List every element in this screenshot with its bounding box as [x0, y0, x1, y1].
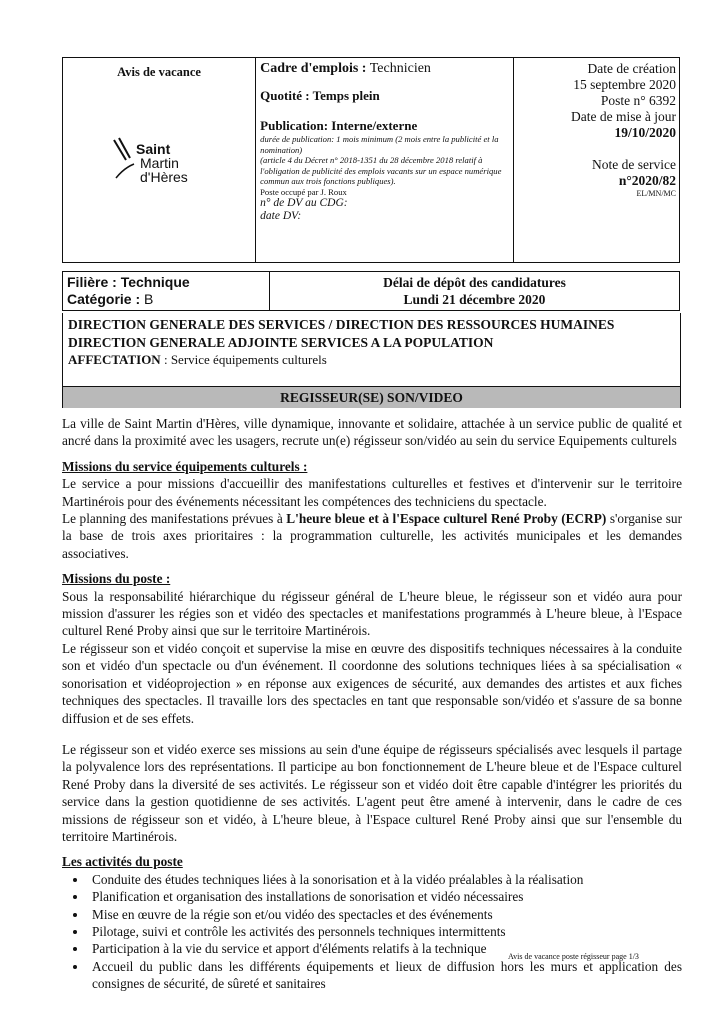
poste-occupe: Poste occupé par J. Roux: [260, 186, 347, 197]
logo-line-2: Martin: [140, 155, 179, 171]
header-table: [62, 57, 680, 263]
delai-title: Délai de dépôt des candidatures: [383, 275, 566, 290]
activite-item: • Mise en œuvre de la régie son et/ou vidéo des spectacles et des événements: [88, 906, 682, 923]
categorie: [67, 291, 265, 308]
date-maj-label: Date de mise à jour: [571, 109, 676, 124]
direction-line-1: DIRECTION GENERALE DES SERVICES / DIRECTION DES RESSOURCES HUMAINES: [68, 317, 615, 332]
date-creation: 15 septembre 2020: [573, 77, 676, 92]
logo-text: [136, 142, 188, 184]
activites-list: [62, 871, 682, 993]
date-dv: date DV:: [260, 210, 302, 222]
logo-line-3: d'Hères: [140, 169, 188, 185]
publication-duration-note: durée de publication: 1 mois minimum (2 mois entre la publicité et la nomination): [260, 134, 499, 155]
affectation-label: AFFECTATION: [68, 352, 161, 367]
cadre-emplois: [260, 61, 509, 77]
missions-service-p2-a: Le planning des manifestations prévues à: [62, 511, 287, 527]
missions-poste-p3: Le régisseur son et vidéo exerce ses missions au sein d'une équipe de régisseurs spécialisés avec lesquels il partage la polyvalence lors des représentations. Il participe au bon fonctionnement de L'heure bleue et de l'Espace culturel René Proby dans la diversité de ses activités. Le régisseur son et vidéo doit être capable d'intégrer les priorités du service dans la gestion quotidienne de ses activités. L'agent peut être amené à intervenir, dans le cadre de ces missions de régisseur son et vidéo, à L'heure bleue, à l'Espace culturel René Proby ainsi que sur l'ensemble du territoire Martinérois.: [62, 741, 682, 844]
publication-decree-note: (article 4 du Décret n° 2018-1351 du 28 décembre 2018 relatif à l'obligation de publicité des emplois vacants sur un espace numérique commun aux trois fonctions publiques).: [260, 155, 502, 186]
quotite: Quotité : Temps plein: [260, 88, 380, 103]
cadre-label: Cadre d'emplois :: [260, 61, 367, 76]
delai-date: Lundi 21 décembre 2020: [403, 292, 546, 307]
missions-service-p1: Le service a pour missions d'accueillir des manifestations culturelles et festives et d'intervenir sur le territoire Martinérois pour des événements nécessitant les compétences des techniciens du spectacle.: [62, 476, 682, 509]
directions-text: [68, 316, 668, 369]
missions-service-p2: [62, 510, 682, 562]
job-title: REGISSEUR(SE) SON/VIDEO: [280, 390, 463, 405]
activites-title: Les activités du poste: [62, 854, 183, 870]
date-maj: 19/10/2020: [614, 125, 676, 140]
header-right-cell: [513, 58, 679, 263]
note-service-label: Note de service: [592, 157, 676, 172]
filiere: [67, 274, 265, 291]
missions-service-title: Missions du service équipements culturels :: [62, 458, 308, 474]
filiere-categorie-cell: [63, 272, 270, 311]
missions-poste-p1: Sous la responsabilité hiérarchique du régisseur général de L'heure bleue, le régisseur son et vidéo aura pour mission d'assurer les régies son et vidéo des spectacles et manifestations programmés à L'heure bleue, à l'Espace culturel René Proby ainsi que sur le territoire Martinérois.: [62, 588, 682, 639]
filiere-label: Filière :: [67, 274, 117, 290]
note-service-number: n°2020/82: [618, 173, 676, 188]
job-title-band: [63, 386, 680, 408]
header-left-cell: [63, 58, 256, 263]
missions-poste-p2: Le régisseur son et vidéo conçoit et supervise la mise en œuvre des dispositifs techniques nécessaires à la conduite son et vidéo d'un spectacle ou d'un événement. Il coordonne des solutions techniques liées à sa spécialisation « sonorisation et vidéoprojection » en réponse aux exigences de sécurité, aux demandes des artistes et aux fiches techniques des spectacles. Il travaille lors des spectacles en tant que responsable son/vidéo et s'assure de sa bonne diffusion et de ses effets.: [62, 640, 682, 726]
activite-item: • Planification et organisation des installations de sonorisation et vidéo nécessaires: [88, 888, 682, 905]
activite-item: • Participation à la vie du service et apport d'éléments relatifs à la technique: [88, 940, 682, 957]
initials: EL/MN/MC: [636, 189, 676, 198]
document-body: [62, 415, 682, 993]
activite-item: • Accueil du public dans les différents équipements et lieux de diffusion hors les murs et application des consignes de sécurité, de sûreté et sanitaires: [88, 958, 682, 993]
header-middle-cell: [256, 58, 514, 263]
intro-paragraph: La ville de Saint Martin d'Hères, ville dynamique, innovante et solidaire, attachée à un service public de qualité et ancré dans la proximité avec les usagers, recrute un(e) régisseur son/vidéo au sein du service Equipements culturels: [62, 416, 682, 449]
missions-poste-title: Missions du poste :: [62, 571, 171, 587]
dv-cdg: n° de DV au CDG:: [260, 197, 348, 209]
activite-item: • Pilotage, suivi et contrôle les activités des personnels techniques intermittents: [88, 923, 682, 940]
categorie-value: B: [144, 291, 154, 307]
avis-title: Avis de vacance: [117, 65, 201, 79]
publication: Publication: Interne/externe: [260, 118, 418, 133]
poste-number: Poste n° 6392: [600, 93, 676, 108]
logo-line-1: Saint: [136, 141, 171, 157]
page-footer: Avis de vacance poste régisseur page 1/3: [508, 952, 639, 961]
missions-service-p2-c: s'organise sur la base de trois axes prioritaires : la programmation culturelle, les activités municipales et les demandes associatives.: [62, 511, 683, 561]
date-creation-label: Date de création: [587, 61, 676, 76]
activite-item: • Conduite des études techniques liées à la sonorisation et à la vidéo préalables à la réalisation: [88, 871, 682, 888]
directions-block: [62, 313, 681, 408]
filiere-value: Technique: [120, 274, 190, 290]
affectation: [68, 351, 668, 369]
direction-line-2: DIRECTION GENERALE ADJOINTE SERVICES A LA POPULATION: [68, 334, 494, 350]
filiere-delai-row: [62, 271, 680, 311]
saint-martin-logo: [110, 134, 220, 204]
cadre-value: Technicien: [369, 61, 431, 76]
missions-service-p2-b: L'heure bleue et à l'Espace culturel René Proby (ECRP): [286, 511, 607, 527]
affectation-value: : Service équipements culturels: [163, 352, 327, 367]
delai-cell: [270, 272, 680, 311]
categorie-label: Catégorie :: [67, 291, 141, 307]
